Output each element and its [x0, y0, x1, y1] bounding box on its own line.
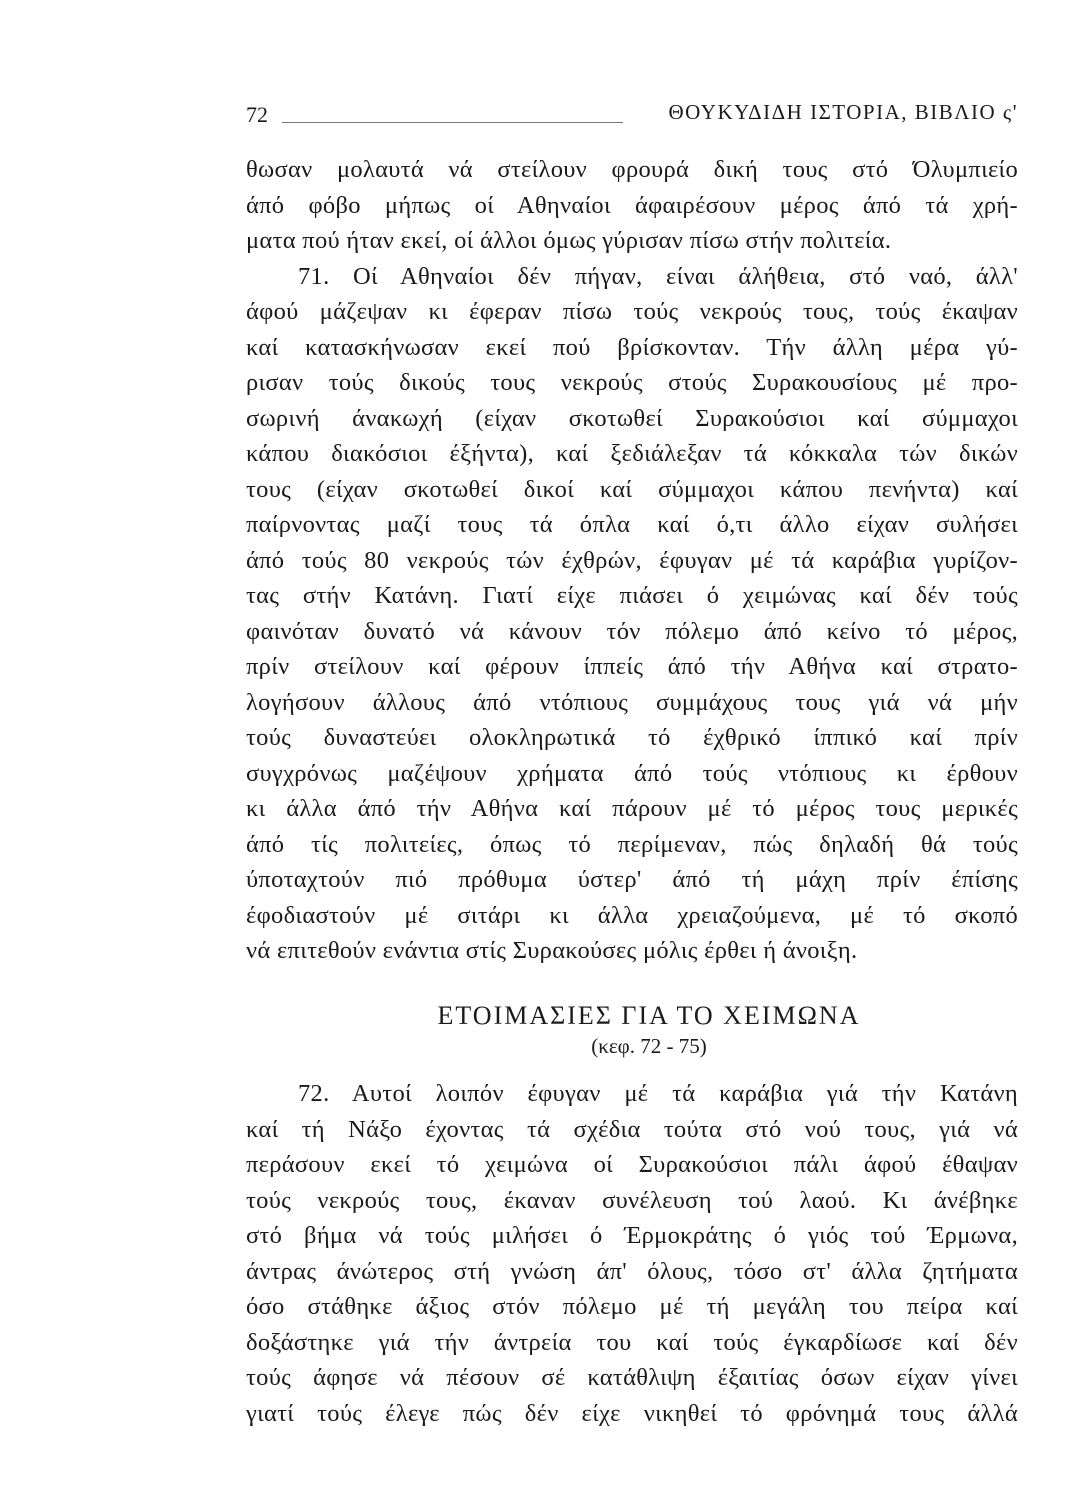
section-title: ΕΤΟΙΜΑΣΙΕΣ ΓΙΑ ΤΟ ΧΕΙΜΩΝΑ: [437, 1001, 861, 1030]
text-line: νά επιτεθούν ενάντια στίς Συρακούσες μόλις έρθει ή άνοιξη.: [246, 937, 858, 964]
section-heading: [246, 1000, 1018, 1060]
text-line: έφοδιαστούν μέ σιτάρι κι άλλα χρειαζούμενα, μέ τό σκοπό: [246, 901, 1018, 929]
text-line: τούς δυναστεύει ολοκληρωτικά τό έχθρικό ίππικό καί πρίν: [246, 724, 1018, 751]
text-line: συγχρόνως μαζέψουν χρήματα άπό τούς ντόπιους κι έρθουν: [246, 759, 1018, 787]
text-line: άντρας άνώτερος στή γνώση άπ' όλους, τόσο στ' άλλα ζητήματα: [246, 1257, 1018, 1285]
text-line: άπό τίς πολιτείες, όπως τό περίμεναν, πώς δηλαδή θά τούς: [246, 830, 1018, 858]
text-line: όσο στάθηκε άξιος στόν πόλεμο μέ τή μεγάλη του πείρα καί: [246, 1293, 1018, 1320]
text-line: κάπου διακόσιοι έξήντα), καί ξεδιάλεξαν τά κόκκαλα τών δικών: [246, 440, 1018, 467]
text-line: καί τή Νάξο έχοντας τά σχέδια τούτα στό νού τους, γιά νά: [246, 1115, 1018, 1143]
text-line: σωρινή άνακωχή (είχαν σκοτωθεί Συρακούσιοι καί σύμμαχοι: [246, 404, 1018, 432]
text-line: τούς νεκρούς τους, έκαναν συνέλευση τού λαού. Κι άνέβηκε: [246, 1186, 1018, 1214]
main-text-block-1: [246, 152, 1018, 969]
text-line: ύποταχτούν πιό πρόθυμα ύστερ' άπό τή μάχη πρίν έπίσης: [246, 866, 1018, 893]
main-text-block-2: [246, 1076, 1018, 1431]
text-line: στό βήμα νά τούς μιλήσει ό Έρμοκράτης ό γιός τού Έρμωνα,: [246, 1222, 1018, 1249]
text-line: καί κατασκήνωσαν εκεί πού βρίσκονταν. Τήν άλλη μέρα γύ-: [246, 333, 1018, 361]
text-line: ρισαν τούς δικούς τους νεκρούς στούς Συρακουσίους μέ προ-: [246, 369, 1018, 396]
text-line: 72. Αυτοί λοιπόν έφυγαν μέ τά καράβια γιά τήν Κατάνη: [298, 1080, 1018, 1107]
text-line: φαινόταν δυνατό νά κάνουν τόν πόλεμο άπό κείνο τό μέρος,: [246, 617, 1018, 645]
text-line: θωσαν μολαυτά νά στείλουν φρουρά δική τους στό Όλυμπιείο: [246, 156, 1018, 183]
text-line: πρίν στείλουν καί φέρουν ίππείς άπό τήν Αθήνα καί στρατο-: [246, 653, 1018, 680]
text-line: λογήσουν άλλους άπό ντόπιους συμμάχους τους γιά νά μήν: [246, 688, 1018, 716]
text-line: γιατί τούς έλεγε πώς δέν είχε νικηθεί τό φρόνημά τους άλλά: [246, 1399, 1018, 1427]
text-line: άφού μάζεψαν κι έφεραν πίσω τούς νεκρούς τους, τούς έκαψαν: [246, 298, 1018, 325]
section-subtitle: (κεφ. 72 - 75): [591, 1034, 707, 1058]
text-line: δοξάστηκε γιά τήν άντρεία του καί τούς έγκαρδίωσε καί δέν: [246, 1328, 1018, 1356]
page-number: 72: [246, 102, 268, 127]
text-line: ματα πού ήταν εκεί, οί άλλοι όμως γύρισαν πίσω στήν πολιτεία.: [246, 227, 892, 254]
text-line: τούς άφησε νά πέσουν σέ κατάθλιψη έξαιτίας όσων είχαν γίνει: [246, 1364, 1018, 1391]
text-line: κι άλλα άπό τήν Αθήνα καί πάρουν μέ τό μέρος τους μερικές: [246, 795, 1018, 822]
header-rule: [282, 122, 623, 123]
text-line: περάσουν εκεί τό χειμώνα οί Συρακούσιοι πάλι άφού έθαψαν: [246, 1151, 1018, 1178]
text-line: 71. Οί Αθηναίοι δέν πήγαν, είναι άλήθεια, στό ναό, άλλ': [298, 262, 1018, 290]
running-head: ΘΟΥΚΥΔΙΔΗ ΙΣΤΟΡΙΑ, ΒΙΒΛΙΟ ς': [668, 100, 1018, 124]
text-line: παίρνοντας μαζί τους τά όπλα καί ό,τι άλλο είχαν συλήσει: [246, 511, 1018, 538]
text-line: άπό τούς 80 νεκρούς τών έχθρών, έφυγαν μέ τά καράβια γυρίζον-: [246, 546, 1018, 574]
text-line: τους (είχαν σκοτωθεί δικοί καί σύμμαχοι κάπου πενήντα) καί: [246, 475, 1018, 503]
page-header: [246, 98, 1018, 132]
text-line: τας στήν Κατάνη. Γιατί είχε πιάσει ό χειμώνας καί δέν τούς: [246, 582, 1018, 609]
text-line: άπό φόβο μήπως οί Αθηναίοι άφαιρέσουν μέρος άπό τά χρή-: [246, 191, 1018, 219]
